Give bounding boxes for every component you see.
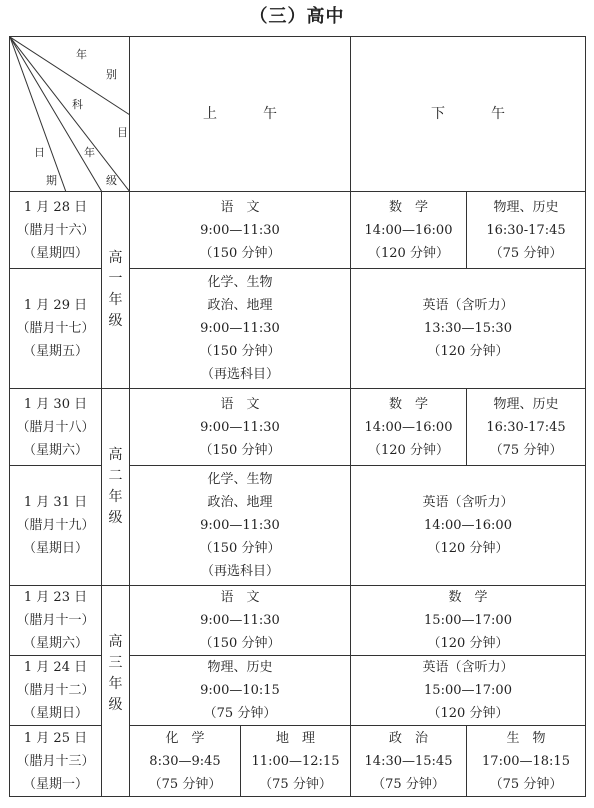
- diag-label-qi: 期: [46, 174, 57, 187]
- date-cell: 1 月 29 日 （腊月十七） （星期五）: [10, 269, 102, 389]
- exam-cell: 语 文 9:00—11:30 （150 分钟）: [130, 192, 351, 269]
- morning-header: 上 午: [130, 37, 351, 192]
- table-row: [10, 656, 586, 726]
- exam-cell: 语 文 9:00—11:30 （150 分钟）: [130, 586, 351, 656]
- exam-cell: 化学、生物 政治、地理 9:00—11:30 （150 分钟） （再选科目）: [130, 466, 351, 586]
- table-row: [10, 586, 586, 656]
- exam-cell: 数 学 14:00—16:00 （120 分钟）: [351, 389, 467, 466]
- exam-cell: 英语（含听力） 13:30—15:30 （120 分钟）: [351, 269, 586, 389]
- diag-label-ji: 级: [106, 174, 117, 187]
- exam-cell: 英语（含听力） 15:00—17:00 （120 分钟）: [351, 656, 586, 726]
- date-cell: 1 月 31 日 （腊月十九） （星期日）: [10, 466, 102, 586]
- exam-cell: 化学、生物 政治、地理 9:00—11:30 （150 分钟） （再选科目）: [130, 269, 351, 389]
- exam-cell: 物理、历史 16:30-17:45 （75 分钟）: [467, 192, 586, 269]
- exam-cell: 英语（含听力） 14:00—16:00 （120 分钟）: [351, 466, 586, 586]
- exam-cell: 数 学 15:00—17:00 （120 分钟）: [351, 586, 586, 656]
- diagonal-lines: [10, 37, 130, 192]
- exam-cell: 政 治 14:30—15:45 （75 分钟）: [351, 726, 467, 797]
- grade-cell-g3: 高 三 年 级: [102, 586, 130, 797]
- diag-label-mu: 目: [117, 126, 128, 139]
- exam-cell: 物理、历史 9:00—10:15 （75 分钟）: [130, 656, 351, 726]
- table-row: [10, 269, 586, 389]
- exam-schedule-table: [9, 36, 586, 797]
- date-cell: 1 月 28 日 （腊月十六） （星期四）: [10, 192, 102, 269]
- diag-label-ke: 科: [72, 98, 83, 111]
- date-cell: 1 月 25 日 （腊月十三） （星期一）: [10, 726, 102, 797]
- date-cell: 1 月 23 日 （腊月十一） （星期六）: [10, 586, 102, 656]
- table-row: [10, 726, 586, 797]
- diag-label-nian2: 年: [84, 146, 95, 159]
- grade-cell-g2: 高 二 年 级: [102, 389, 130, 586]
- diag-label-ri: 日: [34, 146, 45, 159]
- exam-cell: 数 学 14:00—16:00 （120 分钟）: [351, 192, 467, 269]
- table-row: [10, 466, 586, 586]
- table-row: [10, 389, 586, 466]
- diag-label-nian: 年: [76, 48, 87, 61]
- grade-cell-g1: 高 一 年 级: [102, 192, 130, 389]
- date-cell: 1 月 30 日 （腊月十八） （星期六）: [10, 389, 102, 466]
- exam-cell: 生 物 17:00—18:15 （75 分钟）: [467, 726, 586, 797]
- header-row: [10, 37, 586, 192]
- table-row: [10, 192, 586, 269]
- diagonal-header-cell: [10, 37, 130, 192]
- diag-label-bie: 别: [106, 68, 117, 81]
- afternoon-header: 下 午: [351, 37, 586, 192]
- date-cell: 1 月 24 日 （腊月十二） （星期日）: [10, 656, 102, 726]
- page-title: （三）高中: [249, 6, 345, 27]
- exam-cell: 化 学 8:30—9:45 （75 分钟）: [130, 726, 241, 797]
- exam-cell: 语 文 9:00—11:30 （150 分钟）: [130, 389, 351, 466]
- exam-cell: 地 理 11:00—12:15 （75 分钟）: [241, 726, 351, 797]
- exam-cell: 物理、历史 16:30-17:45 （75 分钟）: [467, 389, 586, 466]
